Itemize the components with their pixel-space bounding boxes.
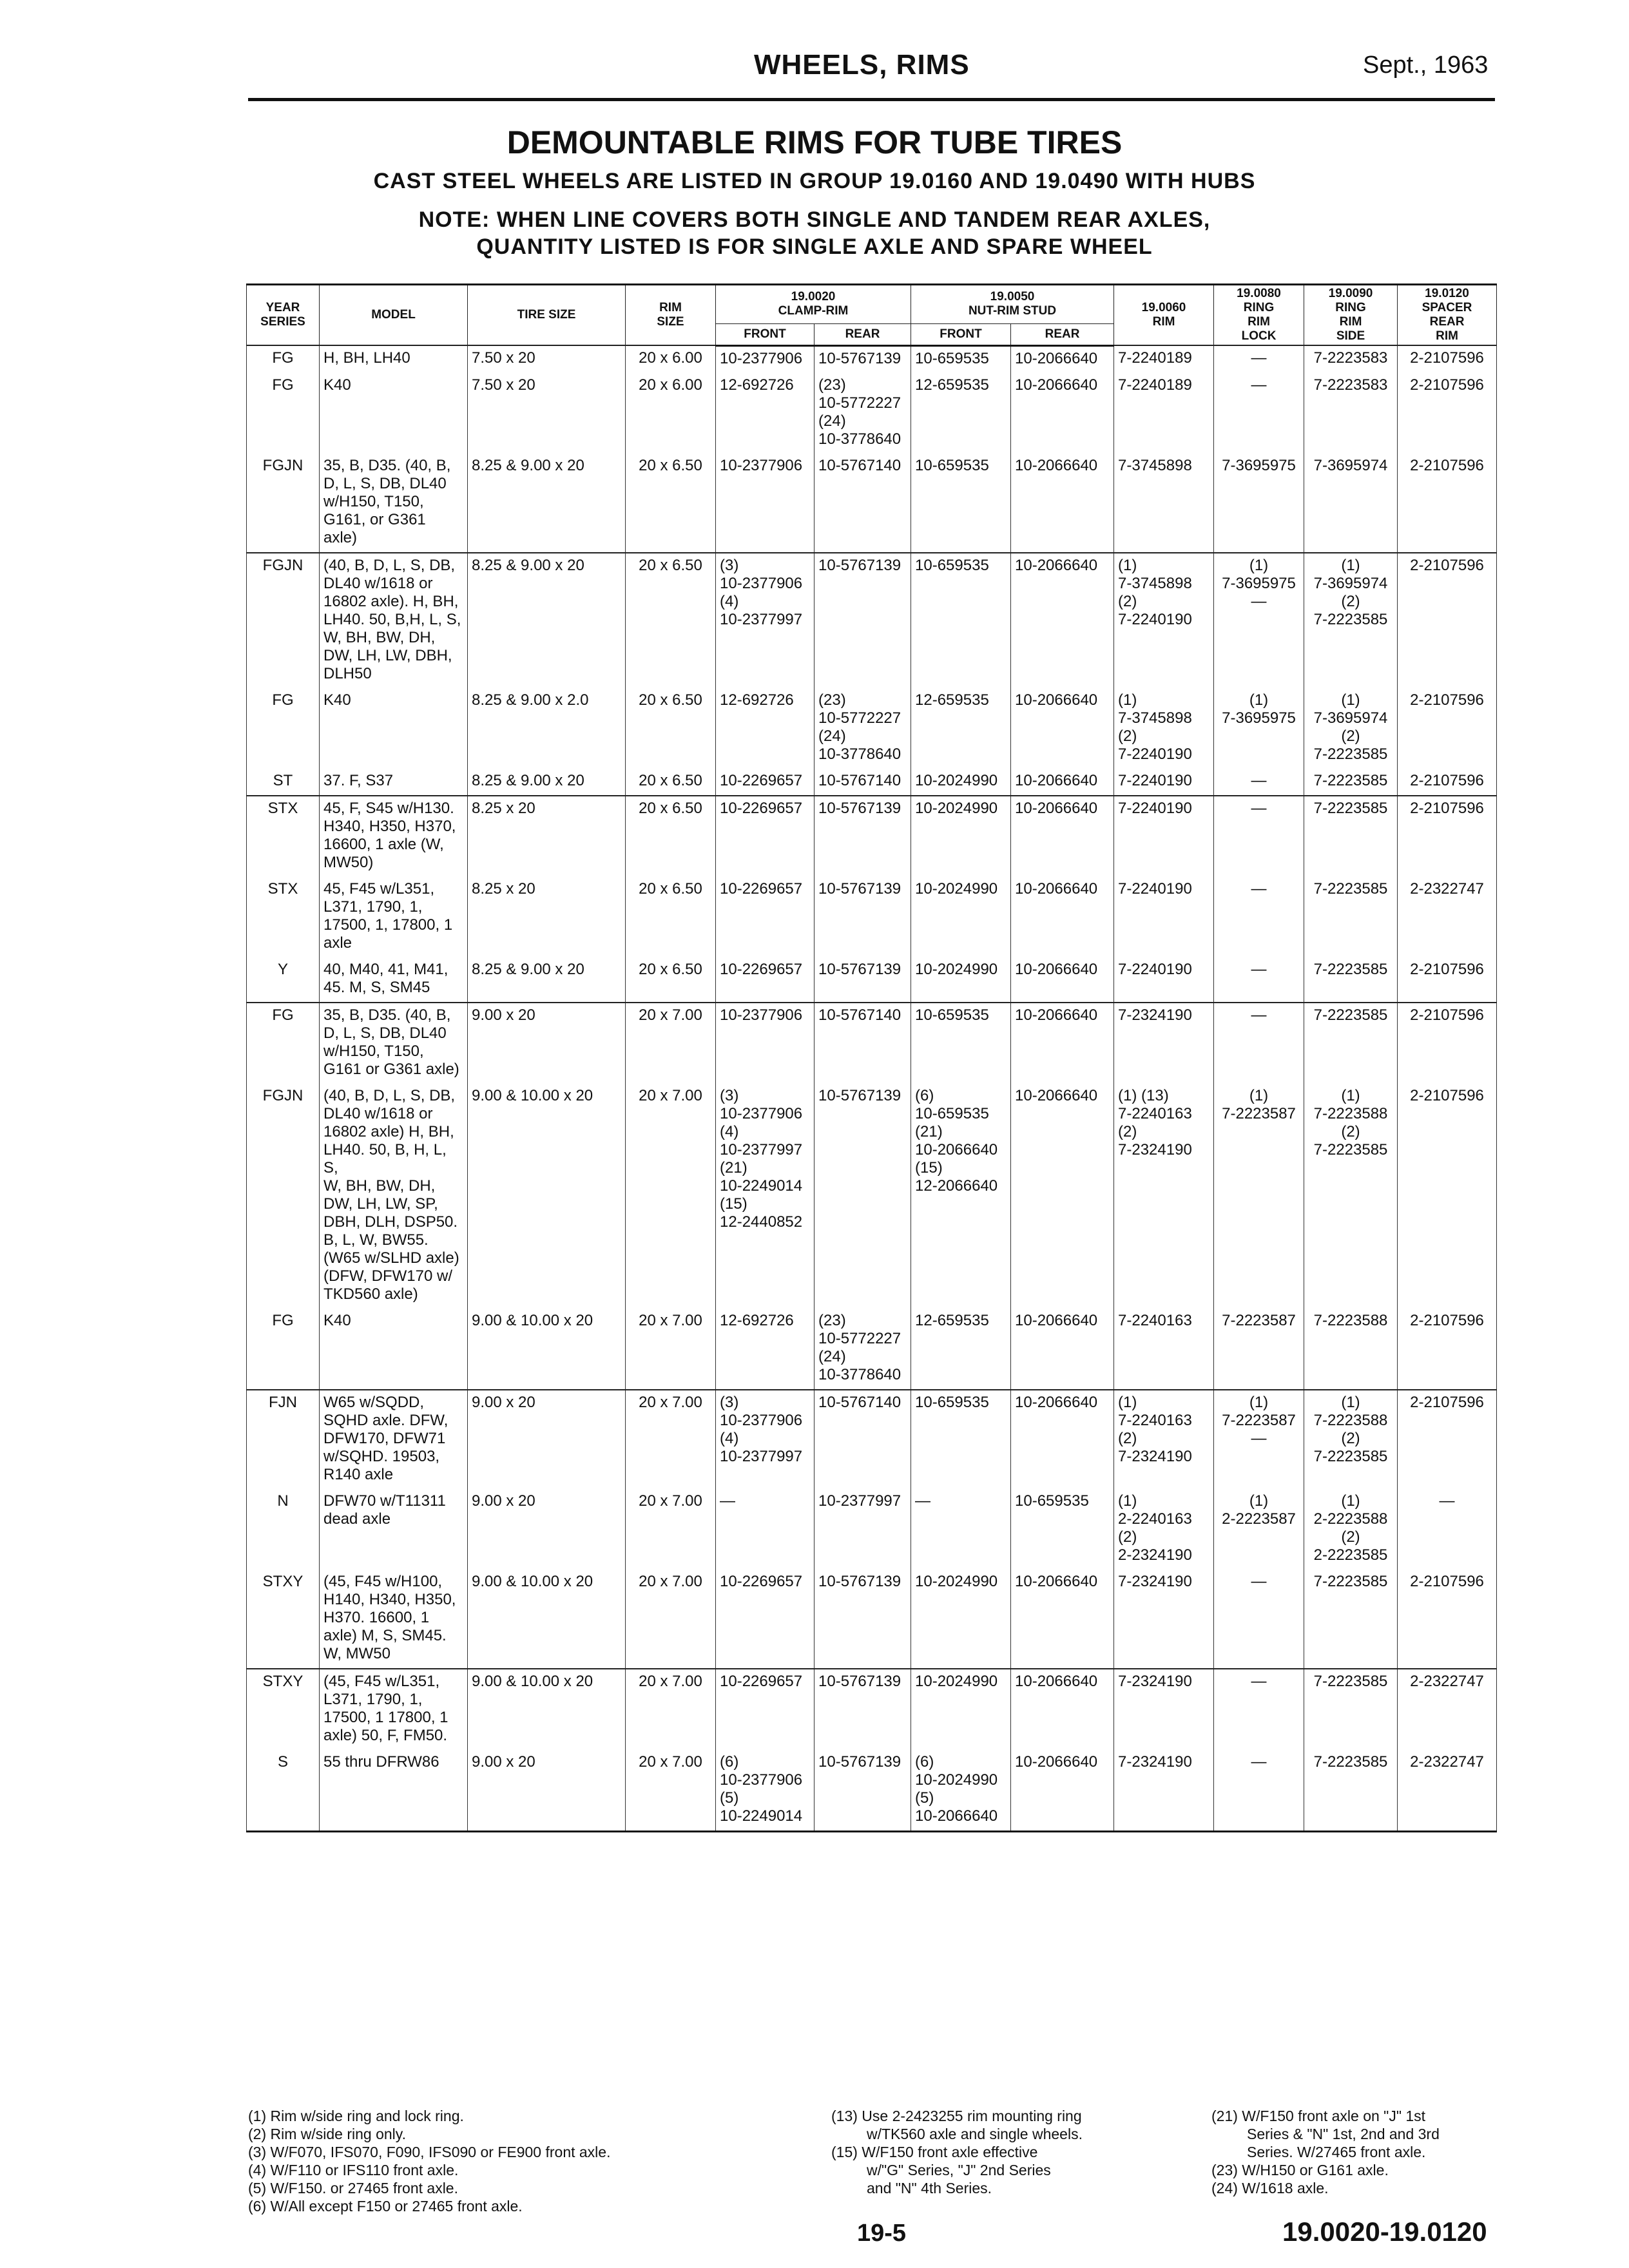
tire-size-cell: 9.00 x 20 bbox=[468, 1003, 626, 1084]
ring-lock-cell: (1) 7-2223587 — bbox=[1214, 1390, 1304, 1489]
nut-front-cell: — bbox=[911, 1489, 1011, 1570]
footnote: (6) W/All except F150 or 27465 front axle. bbox=[248, 2198, 523, 2215]
ring-side-cell: 7-3695974 bbox=[1304, 454, 1398, 553]
table-row bbox=[247, 1750, 1497, 1832]
clamp-rear-cell: 10-5767140 bbox=[815, 1390, 911, 1489]
ring-lock-cell: (1) 7-2223587 bbox=[1214, 1084, 1304, 1309]
table-row bbox=[247, 1309, 1497, 1390]
table-row bbox=[247, 373, 1497, 454]
spacer-cell: 2-2107596 bbox=[1398, 769, 1497, 796]
model-cell: 55 thru DFRW86 bbox=[320, 1750, 468, 1832]
rim-size-cell: 20 x 7.00 bbox=[626, 1003, 716, 1084]
model-cell: (45, F45 w/H100, H140, H340, H350, H370. 16600, 1 axle) M, S, SM45. W, MW50 bbox=[320, 1570, 468, 1669]
tire-size-cell: 8.25 & 9.00 x 20 bbox=[468, 553, 626, 688]
nut-rear-cell: 10-2066640 bbox=[1011, 1390, 1114, 1489]
rim-size-cell: 20 x 6.50 bbox=[626, 553, 716, 688]
rim-size-cell: 20 x 7.00 bbox=[626, 1084, 716, 1309]
tire-size-cell: 8.25 x 20 bbox=[468, 877, 626, 957]
spacer-cell: 2-2107596 bbox=[1398, 1084, 1497, 1309]
tire-size-cell: 8.25 & 9.00 x 2.0 bbox=[468, 688, 626, 769]
model-cell: 35, B, D35. (40, B, D, L, S, DB, DL40 w/H150, T150, G161, or G361 axle) bbox=[320, 454, 468, 553]
clamp-rear-cell: 10-5767139 bbox=[815, 957, 911, 1003]
table-row bbox=[247, 454, 1497, 553]
ring-side-cell: 7-2223585 bbox=[1304, 769, 1398, 796]
table-row bbox=[247, 957, 1497, 1003]
table-row bbox=[247, 345, 1497, 373]
year-series-cell: STXY bbox=[247, 1570, 320, 1669]
clamp-front-cell: 12-692726 bbox=[716, 1309, 815, 1390]
rims-table bbox=[246, 284, 1497, 1832]
tire-size-cell: 9.00 & 10.00 x 20 bbox=[468, 1669, 626, 1750]
model-cell: 35, B, D35. (40, B, D, L, S, DB, DL40 w/H150, T150, G161 or G361 axle) bbox=[320, 1003, 468, 1084]
nut-rear-cell: 10-2066640 bbox=[1011, 688, 1114, 769]
year-series-cell: STX bbox=[247, 796, 320, 877]
section-range: 19.0020-19.0120 bbox=[1282, 2216, 1487, 2247]
year-series-cell: ST bbox=[247, 769, 320, 796]
nut-rear-cell: 10-2066640 bbox=[1011, 1570, 1114, 1669]
nut-front-cell: 12-659535 bbox=[911, 1309, 1011, 1390]
table-row bbox=[247, 1669, 1497, 1750]
tire-size-cell: 8.25 & 9.00 x 20 bbox=[468, 769, 626, 796]
clamp-front-cell: (6) 10-2377906 (5) 10-2249014 bbox=[716, 1750, 815, 1832]
clamp-front-cell: 10-2377906 bbox=[716, 345, 815, 373]
nut-rear-cell: 10-2066640 bbox=[1011, 345, 1114, 373]
col-spacer-rear-rim: 19.0120 SPACER REAR RIM bbox=[1398, 285, 1497, 346]
clamp-front-cell: — bbox=[716, 1489, 815, 1570]
clamp-front-cell: 10-2269657 bbox=[716, 1570, 815, 1669]
nut-rear-cell: 10-2066640 bbox=[1011, 454, 1114, 553]
col-tire-size: TIRE SIZE bbox=[468, 285, 626, 346]
model-cell: 45, F, S45 w/H130. H340, H350, H370, 16600, 1 axle (W, MW50) bbox=[320, 796, 468, 877]
rim-cell: (1) (13) 7-2240163 (2) 7-2324190 bbox=[1114, 1084, 1214, 1309]
footnote: (23) W/H150 or G161 axle. bbox=[1211, 2162, 1389, 2178]
model-cell: K40 bbox=[320, 1309, 468, 1390]
tire-size-cell: 9.00 & 10.00 x 20 bbox=[468, 1570, 626, 1669]
col-clamp-rear: REAR bbox=[815, 323, 911, 345]
clamp-front-cell: 10-2269657 bbox=[716, 1669, 815, 1750]
tire-size-cell: 8.25 x 20 bbox=[468, 796, 626, 877]
table-row bbox=[247, 1003, 1497, 1084]
ring-side-cell: (1) 7-3695974 (2) 7-2223585 bbox=[1304, 688, 1398, 769]
ring-lock-cell: — bbox=[1214, 345, 1304, 373]
col-rim-19-0060: 19.0060 RIM bbox=[1114, 285, 1214, 346]
rim-size-cell: 20 x 6.50 bbox=[626, 454, 716, 553]
col-clamp-front: FRONT bbox=[716, 323, 815, 345]
ring-side-cell: (1) 7-3695974 (2) 7-2223585 bbox=[1304, 553, 1398, 688]
nut-front-cell: 10-659535 bbox=[911, 553, 1011, 688]
spacer-cell: 2-2107596 bbox=[1398, 1570, 1497, 1669]
tire-size-cell: 9.00 & 10.00 x 20 bbox=[468, 1084, 626, 1309]
table-row bbox=[247, 796, 1497, 877]
footnote: (4) W/F110 or IFS110 front axle. bbox=[248, 2162, 459, 2178]
year-series-cell: STXY bbox=[247, 1669, 320, 1750]
spacer-cell: 2-2107596 bbox=[1398, 1309, 1497, 1390]
nut-front-cell: 10-659535 bbox=[911, 454, 1011, 553]
clamp-front-cell: (3) 10-2377906 (4) 10-2377997 (21) 10-2249014 (15) 12-2440852 bbox=[716, 1084, 815, 1309]
clamp-rear-cell: 10-5767140 bbox=[815, 769, 911, 796]
nut-rear-cell: 10-2066640 bbox=[1011, 796, 1114, 877]
clamp-front-cell: 10-2269657 bbox=[716, 769, 815, 796]
nut-front-cell: 10-659535 bbox=[911, 345, 1011, 373]
ring-lock-cell: (1) 2-2223587 bbox=[1214, 1489, 1304, 1570]
ring-lock-cell: — bbox=[1214, 1003, 1304, 1084]
spacer-cell: 2-2107596 bbox=[1398, 688, 1497, 769]
rim-cell: (1) 7-3745898 (2) 7-2240190 bbox=[1114, 553, 1214, 688]
rim-cell: 7-2240189 bbox=[1114, 345, 1214, 373]
clamp-front-cell: 10-2377906 bbox=[716, 454, 815, 553]
tire-size-cell: 9.00 x 20 bbox=[468, 1750, 626, 1832]
tire-size-cell: 8.25 & 9.00 x 20 bbox=[468, 454, 626, 553]
spacer-cell: 2-2107596 bbox=[1398, 373, 1497, 454]
clamp-rear-cell: 10-5767139 bbox=[815, 553, 911, 688]
rim-size-cell: 20 x 6.50 bbox=[626, 957, 716, 1003]
model-cell: (40, B, D, L, S, DB, DL40 w/1618 or 16802 axle). H, BH, LH40. 50, B,H, L, S, W, BH, BW, DH, DW, LH, LW, DBH, DLH50 bbox=[320, 553, 468, 688]
clamp-front-cell: (3) 10-2377906 (4) 10-2377997 bbox=[716, 1390, 815, 1489]
ring-lock-cell: — bbox=[1214, 796, 1304, 877]
nut-front-cell: 12-659535 bbox=[911, 373, 1011, 454]
clamp-rear-cell: 10-5767139 bbox=[815, 877, 911, 957]
nut-front-cell: 10-2024990 bbox=[911, 1570, 1011, 1669]
ring-lock-cell: (1) 7-3695975 bbox=[1214, 688, 1304, 769]
rim-size-cell: 20 x 6.00 bbox=[626, 373, 716, 454]
clamp-rear-cell: 10-5767139 bbox=[815, 1084, 911, 1309]
nut-front-cell: 10-659535 bbox=[911, 1390, 1011, 1489]
page-subtitle: CAST STEEL WHEELS ARE LISTED IN GROUP 19.0160 AND 19.0490 WITH HUBS bbox=[373, 169, 1256, 193]
rim-cell: 7-2240163 bbox=[1114, 1309, 1214, 1390]
rim-cell: 7-2324190 bbox=[1114, 1669, 1214, 1750]
ring-lock-cell: (1) 7-3695975 — bbox=[1214, 553, 1304, 688]
model-cell: K40 bbox=[320, 688, 468, 769]
rim-cell: (1) 7-2240163 (2) 7-2324190 bbox=[1114, 1390, 1214, 1489]
rim-size-cell: 20 x 6.50 bbox=[626, 769, 716, 796]
rim-cell: 7-2240190 bbox=[1114, 769, 1214, 796]
rim-cell: 7-2324190 bbox=[1114, 1003, 1214, 1084]
nut-front-cell: (6) 10-659535 (21) 10-2066640 (15) 12-2066640 bbox=[911, 1084, 1011, 1309]
footnote: (1) Rim w/side ring and lock ring. bbox=[248, 2108, 464, 2124]
clamp-front-cell: 12-692726 bbox=[716, 373, 815, 454]
spacer-cell: 2-2107596 bbox=[1398, 957, 1497, 1003]
table-row bbox=[247, 1570, 1497, 1669]
header-date: Sept., 1963 bbox=[1363, 52, 1489, 79]
header-rule bbox=[248, 98, 1495, 101]
table-row bbox=[247, 688, 1497, 769]
ring-lock-cell: 7-2223587 bbox=[1214, 1309, 1304, 1390]
rim-size-cell: 20 x 7.00 bbox=[626, 1489, 716, 1570]
nut-rear-cell: 10-2066640 bbox=[1011, 1084, 1114, 1309]
nut-front-cell: 12-659535 bbox=[911, 688, 1011, 769]
footnote: and "N" 4th Series. bbox=[867, 2180, 992, 2196]
nut-front-cell: (6) 10-2024990 (5) 10-2066640 bbox=[911, 1750, 1011, 1832]
ring-lock-cell: — bbox=[1214, 957, 1304, 1003]
model-cell: 45, F45 w/L351, L371, 1790, 1, 17500, 1, 17800, 1 axle bbox=[320, 877, 468, 957]
nut-front-cell: 10-2024990 bbox=[911, 957, 1011, 1003]
clamp-front-cell: 10-2269657 bbox=[716, 877, 815, 957]
ring-side-cell: (1) 7-2223588 (2) 7-2223585 bbox=[1304, 1084, 1398, 1309]
nut-front-cell: 10-2024990 bbox=[911, 796, 1011, 877]
nut-rear-cell: 10-2066640 bbox=[1011, 877, 1114, 957]
spacer-cell: 2-2107596 bbox=[1398, 345, 1497, 373]
year-series-cell: FG bbox=[247, 1309, 320, 1390]
footnote: w/"G" Series, "J" 2nd Series bbox=[867, 2162, 1051, 2178]
footnote: (15) W/F150 front axle effective bbox=[831, 2144, 1038, 2160]
clamp-rear-cell: 10-5767139 bbox=[815, 1669, 911, 1750]
ring-side-cell: 7-2223585 bbox=[1304, 1570, 1398, 1669]
footnote: (13) Use 2-2423255 rim mounting ring bbox=[831, 2108, 1082, 2124]
footnotes-col-2 bbox=[831, 2107, 1083, 2197]
spacer-cell: 2-2107596 bbox=[1398, 796, 1497, 877]
ring-lock-cell: — bbox=[1214, 1570, 1304, 1669]
rim-size-cell: 20 x 7.00 bbox=[626, 1390, 716, 1489]
ring-side-cell: 7-2223588 bbox=[1304, 1309, 1398, 1390]
rim-size-cell: 20 x 6.50 bbox=[626, 877, 716, 957]
nut-rear-cell: 10-2066640 bbox=[1011, 1003, 1114, 1084]
ring-side-cell: 7-2223585 bbox=[1304, 877, 1398, 957]
nut-rear-cell: 10-2066640 bbox=[1011, 553, 1114, 688]
rim-cell: 7-3745898 bbox=[1114, 454, 1214, 553]
model-cell: DFW70 w/T11311 dead axle bbox=[320, 1489, 468, 1570]
footnote: Series. W/27465 front axle. bbox=[1247, 2144, 1426, 2160]
nut-rear-cell: 10-2066640 bbox=[1011, 1669, 1114, 1750]
model-cell: W65 w/SQDD, SQHD axle. DFW, DFW170, DFW71 w/SQHD. 19503, R140 axle bbox=[320, 1390, 468, 1489]
nut-front-cell: 10-2024990 bbox=[911, 877, 1011, 957]
clamp-rear-cell: (23) 10-5772227 (24) 10-3778640 bbox=[815, 373, 911, 454]
quantity-note-line-1: NOTE: WHEN LINE COVERS BOTH SINGLE AND TANDEM REAR AXLES, bbox=[418, 207, 1211, 232]
nut-front-cell: 10-659535 bbox=[911, 1003, 1011, 1084]
ring-side-cell: (1) 7-2223588 (2) 7-2223585 bbox=[1304, 1390, 1398, 1489]
nut-rear-cell: 10-2066640 bbox=[1011, 769, 1114, 796]
nut-front-cell: 10-2024990 bbox=[911, 769, 1011, 796]
footnote: (2) Rim w/side ring only. bbox=[248, 2126, 406, 2142]
nut-rear-cell: 10-659535 bbox=[1011, 1489, 1114, 1570]
clamp-rear-cell: (23) 10-5772227 (24) 10-3778640 bbox=[815, 1309, 911, 1390]
footnote: (3) W/F070, IFS070, F090, IFS090 or FE900 front axle. bbox=[248, 2144, 611, 2160]
footnotes-col-1 bbox=[248, 2107, 610, 2215]
col-model: MODEL bbox=[320, 285, 468, 346]
model-cell: (45, F45 w/L351, L371, 1790, 1, 17500, 1 17800, 1 axle) 50, F, FM50. bbox=[320, 1669, 468, 1750]
footnote: (5) W/F150. or 27465 front axle. bbox=[248, 2180, 458, 2196]
footnote: w/TK560 axle and single wheels. bbox=[867, 2126, 1083, 2142]
rim-cell: 7-2240190 bbox=[1114, 877, 1214, 957]
ring-lock-cell: — bbox=[1214, 1669, 1304, 1750]
ring-side-cell: 7-2223585 bbox=[1304, 796, 1398, 877]
table-row bbox=[247, 769, 1497, 796]
rim-cell: (1) 2-2240163 (2) 2-2324190 bbox=[1114, 1489, 1214, 1570]
table-row bbox=[247, 1489, 1497, 1570]
clamp-rear-cell: 10-5767139 bbox=[815, 796, 911, 877]
rim-cell: 7-2240190 bbox=[1114, 957, 1214, 1003]
rim-size-cell: 20 x 6.00 bbox=[626, 345, 716, 373]
rim-size-cell: 20 x 6.50 bbox=[626, 796, 716, 877]
table-row bbox=[247, 553, 1497, 688]
col-ring-rim-lock: 19.0080 RING RIM LOCK bbox=[1214, 285, 1304, 346]
clamp-rear-cell: 10-2377997 bbox=[815, 1489, 911, 1570]
clamp-rear-cell: 10-5767140 bbox=[815, 454, 911, 553]
year-series-cell: FGJN bbox=[247, 553, 320, 688]
nut-front-cell: 10-2024990 bbox=[911, 1669, 1011, 1750]
col-rim-size: RIM SIZE bbox=[626, 285, 716, 346]
model-cell: (40, B, D, L, S, DB, DL40 w/1618 or 16802 axle) H, BH, LH40. 50, B, H, L, S, W, BH, BW, DH, DW, LH, LW, SP, DBH, DLH, DSP50. B, L, W, BW55. (W65 w/SLHD axle) (DFW, DFW170 w/ TKD560 axle) bbox=[320, 1084, 468, 1309]
rim-cell: 7-2240190 bbox=[1114, 796, 1214, 877]
table-row bbox=[247, 877, 1497, 957]
spacer-cell: 2-2107596 bbox=[1398, 553, 1497, 688]
tire-size-cell: 7.50 x 20 bbox=[468, 345, 626, 373]
table-row bbox=[247, 1084, 1497, 1309]
ring-side-cell: 7-2223585 bbox=[1304, 1750, 1398, 1832]
year-series-cell: FG bbox=[247, 1003, 320, 1084]
col-nut-rear: REAR bbox=[1011, 323, 1114, 345]
ring-lock-cell: 7-3695975 bbox=[1214, 454, 1304, 553]
clamp-rear-cell: 10-5767140 bbox=[815, 1003, 911, 1084]
clamp-rear-cell: (23) 10-5772227 (24) 10-3778640 bbox=[815, 688, 911, 769]
year-series-cell: N bbox=[247, 1489, 320, 1570]
spacer-cell: 2-2322747 bbox=[1398, 1669, 1497, 1750]
rim-size-cell: 20 x 7.00 bbox=[626, 1570, 716, 1669]
tire-size-cell: 7.50 x 20 bbox=[468, 373, 626, 454]
rim-cell: 7-2240189 bbox=[1114, 373, 1214, 454]
col-ring-rim-side: 19.0090 RING RIM SIDE bbox=[1304, 285, 1398, 346]
spacer-cell: 2-2322747 bbox=[1398, 877, 1497, 957]
nut-rear-cell: 10-2066640 bbox=[1011, 1309, 1114, 1390]
year-series-cell: FG bbox=[247, 345, 320, 373]
ring-lock-cell: — bbox=[1214, 877, 1304, 957]
clamp-front-cell: 10-2269657 bbox=[716, 796, 815, 877]
spacer-cell: 2-2107596 bbox=[1398, 454, 1497, 553]
model-cell: K40 bbox=[320, 373, 468, 454]
table-row bbox=[247, 1390, 1497, 1489]
year-series-cell: FG bbox=[247, 373, 320, 454]
rim-cell: 7-2324190 bbox=[1114, 1750, 1214, 1832]
footnotes-col-3 bbox=[1211, 2107, 1440, 2197]
col-group-clamp-rim: 19.0020 CLAMP-RIM bbox=[716, 285, 911, 324]
ring-lock-cell: — bbox=[1214, 1750, 1304, 1832]
spacer-cell: — bbox=[1398, 1489, 1497, 1570]
rim-size-cell: 20 x 7.00 bbox=[626, 1309, 716, 1390]
rims-table-body bbox=[247, 345, 1497, 1831]
model-cell: 40, M40, 41, M41, 45. M, S, SM45 bbox=[320, 957, 468, 1003]
spacer-cell: 2-2107596 bbox=[1398, 1390, 1497, 1489]
year-series-cell: S bbox=[247, 1750, 320, 1832]
clamp-front-cell: (3) 10-2377906 (4) 10-2377997 bbox=[716, 553, 815, 688]
rim-cell: 7-2324190 bbox=[1114, 1570, 1214, 1669]
year-series-cell: FG bbox=[247, 688, 320, 769]
tire-size-cell: 8.25 & 9.00 x 20 bbox=[468, 957, 626, 1003]
footnote: Series & "N" 1st, 2nd and 3rd bbox=[1247, 2126, 1440, 2142]
clamp-front-cell: 12-692726 bbox=[716, 688, 815, 769]
footnote: (21) W/F150 front axle on "J" 1st bbox=[1211, 2108, 1426, 2124]
year-series-cell: FJN bbox=[247, 1390, 320, 1489]
rim-size-cell: 20 x 7.00 bbox=[626, 1669, 716, 1750]
ring-lock-cell: — bbox=[1214, 373, 1304, 454]
tire-size-cell: 9.00 & 10.00 x 20 bbox=[468, 1309, 626, 1390]
clamp-rear-cell: 10-5767139 bbox=[815, 345, 911, 373]
clamp-rear-cell: 10-5767139 bbox=[815, 1570, 911, 1669]
col-nut-front: FRONT bbox=[911, 323, 1011, 345]
ring-side-cell: (1) 2-2223588 (2) 2-2223585 bbox=[1304, 1489, 1398, 1570]
col-group-nut-rim-stud: 19.0050 NUT-RIM STUD bbox=[911, 285, 1114, 324]
clamp-front-cell: 10-2377906 bbox=[716, 1003, 815, 1084]
model-cell: 37. F, S37 bbox=[320, 769, 468, 796]
nut-rear-cell: 10-2066640 bbox=[1011, 957, 1114, 1003]
rim-size-cell: 20 x 6.50 bbox=[626, 688, 716, 769]
spacer-cell: 2-2322747 bbox=[1398, 1750, 1497, 1832]
ring-side-cell: 7-2223585 bbox=[1304, 957, 1398, 1003]
footnote: (24) W/1618 axle. bbox=[1211, 2180, 1329, 2196]
year-series-cell: Y bbox=[247, 957, 320, 1003]
col-year-series: YEAR SERIES bbox=[247, 285, 320, 346]
year-series-cell: FGJN bbox=[247, 454, 320, 553]
header-title: WHEELS, RIMS bbox=[754, 49, 970, 81]
ring-side-cell: 7-2223583 bbox=[1304, 373, 1398, 454]
nut-rear-cell: 10-2066640 bbox=[1011, 373, 1114, 454]
model-cell: H, BH, LH40 bbox=[320, 345, 468, 373]
spacer-cell: 2-2107596 bbox=[1398, 1003, 1497, 1084]
tire-size-cell: 9.00 x 20 bbox=[468, 1390, 626, 1489]
page-number: 19-5 bbox=[857, 2220, 907, 2247]
year-series-cell: FGJN bbox=[247, 1084, 320, 1309]
ring-side-cell: 7-2223583 bbox=[1304, 345, 1398, 373]
nut-rear-cell: 10-2066640 bbox=[1011, 1750, 1114, 1832]
clamp-rear-cell: 10-5767139 bbox=[815, 1750, 911, 1832]
clamp-front-cell: 10-2269657 bbox=[716, 957, 815, 1003]
rim-cell: (1) 7-3745898 (2) 7-2240190 bbox=[1114, 688, 1214, 769]
ring-lock-cell: — bbox=[1214, 769, 1304, 796]
ring-side-cell: 7-2223585 bbox=[1304, 1003, 1398, 1084]
ring-side-cell: 7-2223585 bbox=[1304, 1669, 1398, 1750]
rim-size-cell: 20 x 7.00 bbox=[626, 1750, 716, 1832]
quantity-note-line-2: QUANTITY LISTED IS FOR SINGLE AXLE AND SPARE WHEEL bbox=[476, 235, 1153, 259]
page-title: DEMOUNTABLE RIMS FOR TUBE TIRES bbox=[506, 124, 1123, 160]
year-series-cell: STX bbox=[247, 877, 320, 957]
tire-size-cell: 9.00 x 20 bbox=[468, 1489, 626, 1570]
